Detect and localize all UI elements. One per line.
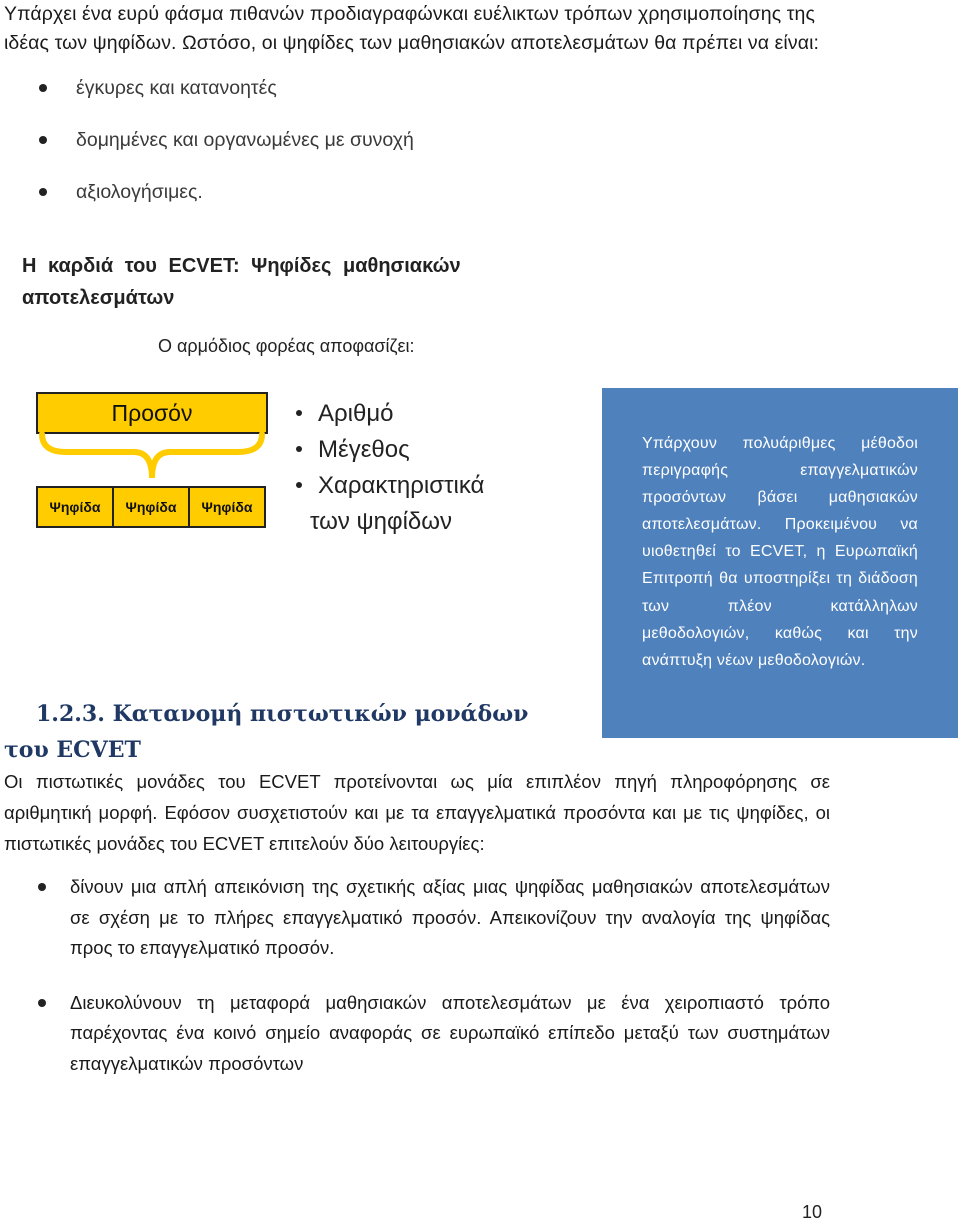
- brace-icon: [36, 430, 268, 486]
- unit-attributes-list: [296, 396, 484, 540]
- list-item-continuation: των ψηφίδων: [310, 508, 452, 535]
- credit-points-paragraph: [4, 766, 830, 859]
- bullet-icon: [39, 136, 47, 144]
- unit-box: Ψηφίδα: [114, 488, 190, 526]
- list-item: αξιολογήσιμες.: [0, 177, 414, 229]
- list-item: Χαρακτηριστικά: [296, 468, 484, 504]
- unit-box: Ψηφίδα: [201, 499, 253, 515]
- intro-paragraph: [4, 0, 830, 58]
- list-item: Μέγεθος: [296, 432, 484, 468]
- units-row: [36, 486, 266, 528]
- diagram-caption: Ο αρμόδιος φορέας αποφασίζει:: [158, 336, 415, 356]
- bullet-icon: [38, 883, 46, 891]
- section-title: Κατανομή πιστωτικών μονάδων του ECVET: [4, 701, 529, 763]
- section-heading: [4, 696, 564, 768]
- page-number: 10: [802, 1202, 823, 1222]
- methods-note-box: [602, 388, 958, 738]
- functions-bullet-list: [0, 872, 830, 1079]
- intro-text: Υπάρχει ένα ευρύ φάσμα πιθανών προδιαγραφώνκαι ευέλικτων τρόπων χρησιμοποίησης της ιδέας των ψηφίδων. Ωστόσο, οι ψηφίδες των μαθησιακών αποτελεσμάτων θα πρέπει να είναι:: [4, 3, 820, 54]
- section-number: 1.2.3.: [36, 701, 105, 727]
- bullet-icon: [39, 188, 47, 196]
- bullet-icon: [39, 84, 47, 92]
- validity-bullet-list: [0, 73, 414, 229]
- note-text: Υπάρχουν πολυάριθμες μέθοδοι περιγραφής επαγγελματικών προσόντων βάσει μαθησιακών αποτελεσμάτων. Προκειμένου να υιοθετηθεί το ECVET, η Ευρωπαϊκή Επιτροπή θα υποστηρίξει τη διάδοση των πλέον κατάλληλων μεθοδολογιών, καθώς και την ανάπτυξη νέων μεθοδολογιών.: [642, 435, 918, 669]
- list-item: δίνουν μια απλή απεικόνιση της σχετικής αξίας μιας ψηφίδας μαθησιακών αποτελεσμάτων σε σχέση με το πλήρες επαγγελματικό προσόν. Απεικονίζουν την αναλογία της ψηφίδας προς το επαγγελματικό προσόν.: [0, 872, 830, 964]
- list-item: Αριθμό: [296, 396, 484, 432]
- unit-box: Ψηφίδα: [38, 488, 114, 526]
- bullet-icon: [296, 482, 302, 488]
- qualification-box: [36, 392, 268, 434]
- ecvet-heading: Η καρδιά του ECVET: Ψηφίδες μαθησιακών αποτελεσμάτων: [22, 255, 461, 309]
- list-item: Διευκολύνουν τη μεταφορά μαθησιακών αποτελεσμάτων με ένα χειροπιαστό τρόπο παρέχοντας ένα κοινό σημείο αναφοράς σε ευρωπαϊκό επίπεδο μεταξύ των συστημάτων επαγγελματικών προσόντων: [0, 988, 830, 1080]
- bullet-icon: [296, 410, 302, 416]
- list-item: έγκυρες και κατανοητές: [0, 73, 414, 125]
- bullet-icon: [38, 999, 46, 1007]
- qualification-label: Προσόν: [111, 400, 193, 426]
- list-item: δομημένες και οργανωμένες με συνοχή: [0, 125, 414, 177]
- body-text: Οι πιστωτικές μονάδες του ECVET προτείνονται ως μία επιπλέον πηγή πληροφόρησης σε αριθμητική μορφή. Εφόσον συσχετιστούν και με τα επαγγελματικά προσόντα και με τις ψηφίδες, οι πιστωτικές μονάδες του ECVET επιτελούν δύο λειτουργίες:: [4, 771, 830, 854]
- bullet-icon: [296, 446, 302, 452]
